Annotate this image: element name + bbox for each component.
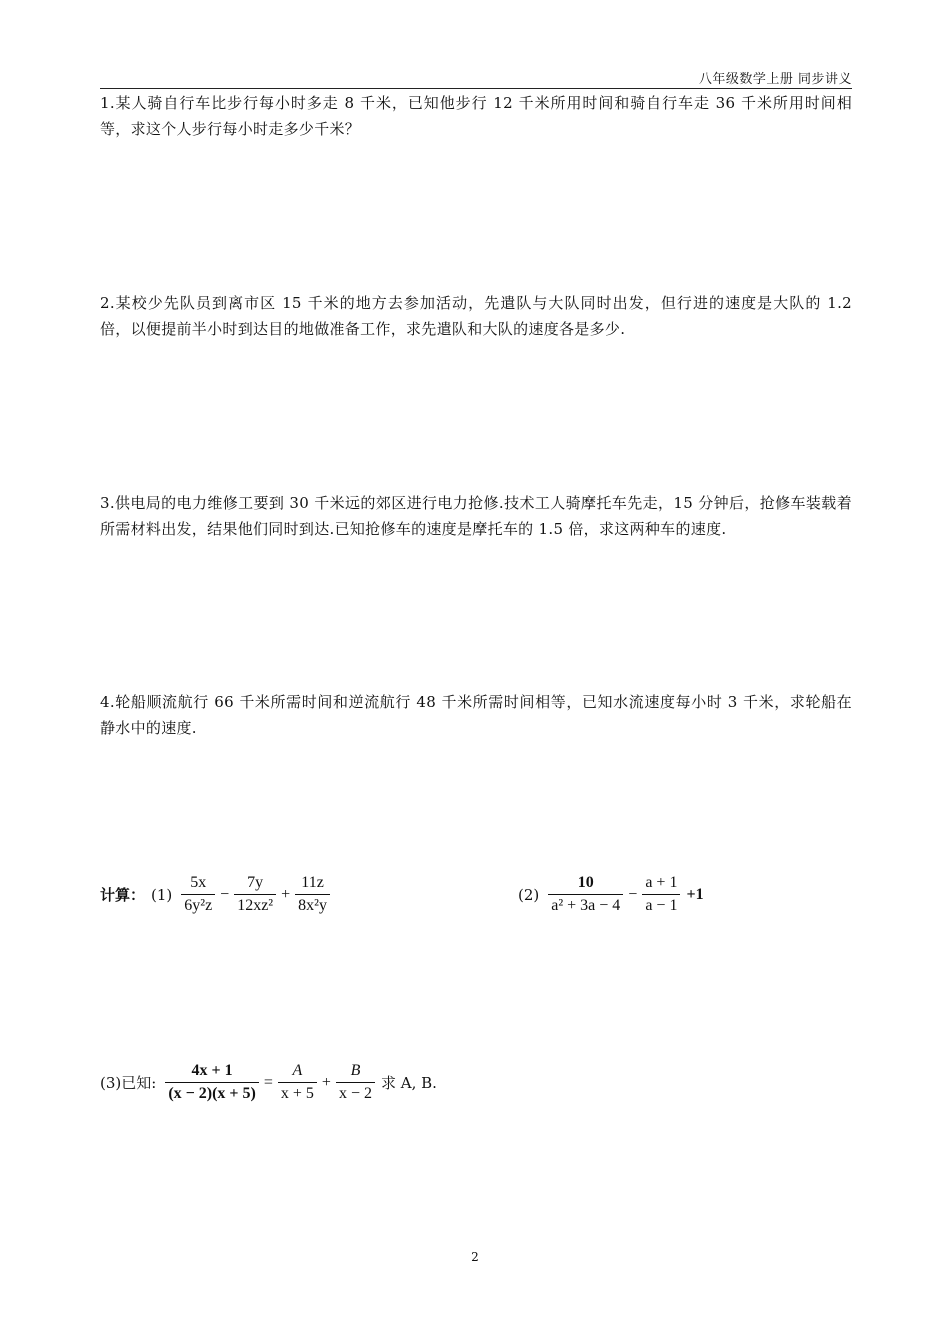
calc-3-label: (3)已知: [100,1074,157,1092]
fraction-4 [548,874,623,915]
fraction-4-numerator: 10 [577,874,594,891]
fraction-1-numerator: 5x [190,874,207,891]
fraction-3 [295,874,330,915]
calc-problem-2 [518,874,704,915]
fraction-7 [278,1062,317,1103]
fraction-1 [181,874,215,915]
calc-problem-3 [100,1062,437,1103]
operator-plus-3: + [321,1073,331,1091]
calc-heading: 计算： [100,886,146,904]
fraction-8-numerator: B [350,1062,361,1079]
problem-1: 1.某人骑自行车比步行每小时多走 8 千米，已知他步行 12 千米所用时间和骑自行车走 36 千米所用时间相等，求这个人步行每小时走多少千米？ [100,94,852,138]
header-title: 八年级数学上册 同步讲义 [698,72,852,87]
fraction-8-denominator: x − 2 [336,1082,375,1103]
fraction-7-denominator: x + 5 [278,1082,317,1103]
calc-2-label: (2) [518,885,540,904]
operator-equals: = [263,1073,273,1091]
fraction-5 [642,874,680,915]
fraction-6 [165,1062,259,1103]
fraction-1-denominator: 6y²z [181,894,215,915]
problem-3: 3.供电局的电力维修工要到 30 千米远的郊区进行电力抢修.技术工人骑摩托车先走，15 分钟后，抢修车装载着所需材料出发，结果他们同时到达.已知抢修车的速度是摩托车的 1.5 倍，求这两种车的速度. [100,494,852,538]
fraction-3-numerator: 11z [301,874,324,891]
fraction-4-denominator: a² + 3a − 4 [548,894,623,915]
fraction-2-denominator: 12xz² [234,894,276,915]
fraction-6-numerator: 4x + 1 [191,1062,233,1079]
fraction-2 [234,874,276,915]
fraction-3-denominator: 8x²y [295,894,330,915]
fraction-2-numerator: 7y [247,874,264,891]
find-a-b-text: 求 A, B. [380,1074,437,1092]
operator-minus-2: − [628,885,638,903]
problem-2: 2.某校少先队员到离市区 15 千米的地方去参加活动，先遣队与大队同时出发，但行进的速度是大队的 1.2 倍，以便提前半小时到达目的地做准备工作，求先遣队和大队的速度各是多少. [100,294,852,338]
operator-minus: − [220,885,230,903]
calc-problem-1 [100,874,333,915]
operator-plus: + [281,885,291,903]
fraction-5-denominator: a − 1 [642,894,680,915]
fraction-8 [336,1062,375,1103]
fraction-5-numerator: a + 1 [645,874,678,891]
fraction-7-numerator: A [292,1062,303,1079]
page-number: 2 [471,1250,479,1264]
header-divider [100,88,852,89]
calc-1-label: (1) [151,885,173,904]
plus-one-term: +1 [686,885,704,903]
problem-4: 4.轮船顺流航行 66 千米所需时间和逆流航行 48 千米所需时间相等，已知水流速度每小时 3 千米，求轮船在静水中的速度. [100,693,852,737]
fraction-6-denominator: (x − 2)(x + 5) [165,1082,259,1103]
